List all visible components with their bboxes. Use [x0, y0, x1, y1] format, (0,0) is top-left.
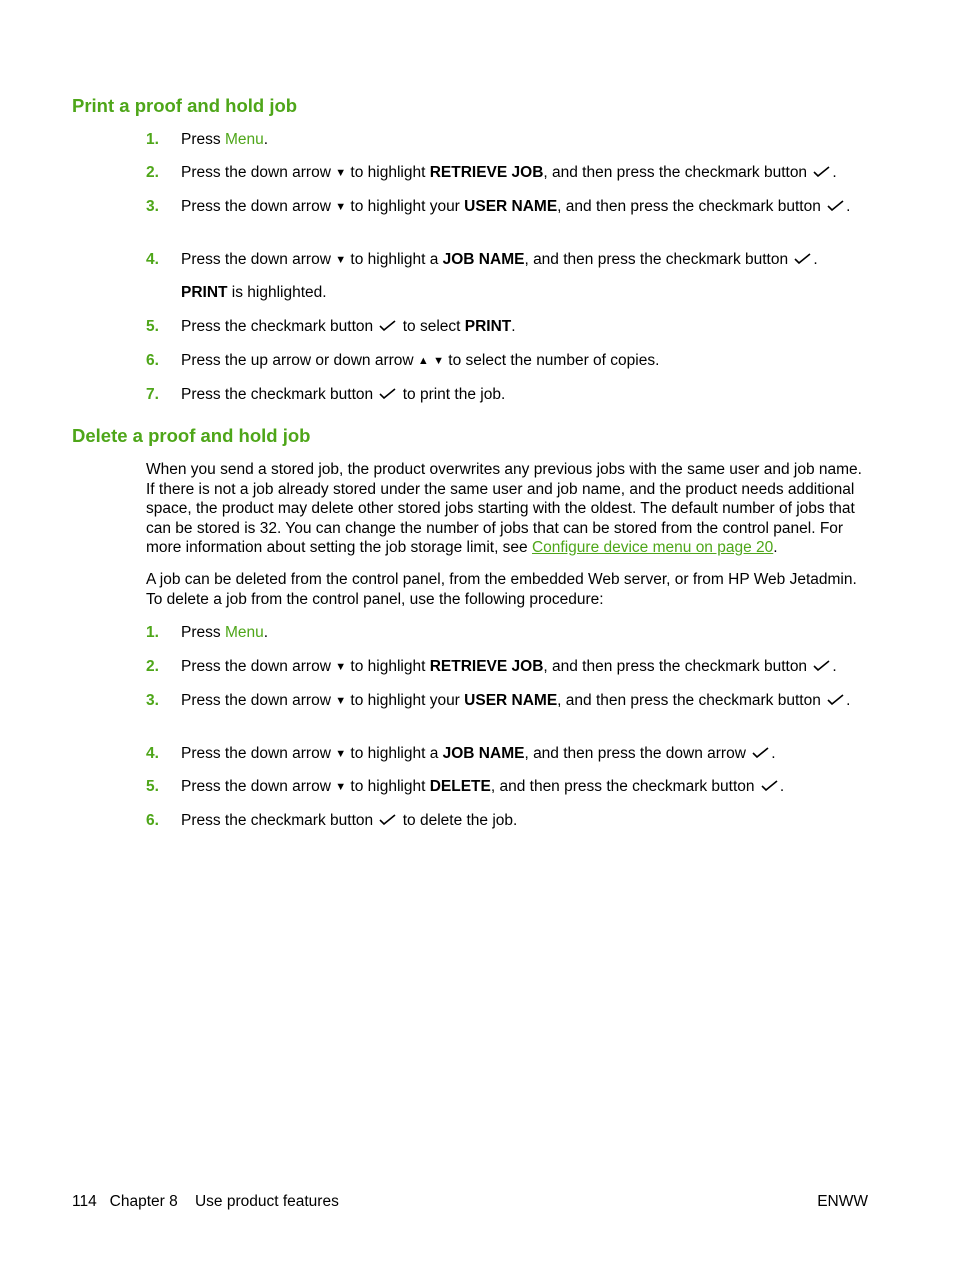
checkmark-icon — [379, 388, 396, 399]
down-arrow-icon: ▼ — [335, 695, 347, 707]
checkmark-icon — [827, 200, 844, 211]
footer-left — [72, 1193, 339, 1211]
list-item: 4. Press the down arrow ▼ to highlight a JOB NAME, and then press the down arrow . — [146, 744, 868, 766]
list-item: 6. Press the checkmark button to delete the job. — [146, 812, 518, 829]
checkmark-icon — [827, 694, 844, 705]
up-arrow-icon: ▲ — [417, 355, 429, 367]
checkmark-icon — [379, 814, 396, 825]
down-arrow-icon: ▼ — [335, 781, 347, 793]
checkmark-icon — [813, 660, 830, 671]
list-item: 2. Press the down arrow ▼ to highlight RETRIEVE JOB, and then press the checkmark button . — [146, 657, 868, 679]
down-arrow-icon: ▼ — [335, 254, 347, 266]
list-item: 1. Press Menu. — [146, 131, 269, 148]
menu-button-label: Menu — [224, 624, 264, 641]
list-item: 1. Press Menu. — [146, 624, 269, 641]
footer-right: ENWW — [817, 1193, 868, 1210]
heading-print-proof-hold: Print a proof and hold job — [72, 95, 298, 116]
list-item: 5. Press the checkmark button to select PRINT. — [146, 318, 516, 335]
step-note: PRINT is highlighted. — [181, 284, 327, 301]
list-item: 6. Press the up arrow or down arrow ▲ ▼ to select the number of copies. — [146, 351, 868, 373]
list-item: 4. Press the down arrow ▼ to highlight a JOB NAME, and then press the checkmark button . — [146, 250, 868, 272]
down-arrow-icon: ▼ — [335, 661, 347, 673]
paragraph-delete-procedure: A job can be deleted from the control panel, from the embedded Web server, or from HP Web Jetadmin. To delete a job from the control panel, use the following procedure: — [146, 571, 857, 608]
checkmark-icon — [379, 320, 396, 331]
footer-section: Use product features — [194, 1193, 339, 1210]
paragraph-stored-job: When you send a stored job, the product overwrites any previous jobs with the same user and job name. If there is not a job already stored under the same user and job name, and the product needs additional space, the product may delete other stored jobs starting with the oldest. The default number of jobs that can be stored is 32. You can change the number of jobs that can be stored from the control panel. For more information about setting the job storage limit, see Configure device menu on page 20. — [146, 461, 862, 556]
down-arrow-icon: ▼ — [335, 201, 347, 213]
list-item: 7. Press the checkmark button to print the job. — [146, 386, 506, 403]
page-number: 114 — [72, 1193, 97, 1210]
heading-delete-proof-hold: Delete a proof and hold job — [72, 425, 311, 446]
down-arrow-icon: ▼ — [335, 748, 347, 760]
link-configure-device-menu[interactable]: Configure device menu on page 20 — [531, 539, 774, 556]
checkmark-icon — [794, 253, 811, 264]
list-item: 3. Press the down arrow ▼ to highlight your USER NAME, and then press the checkmark button . — [146, 691, 868, 713]
footer-chapter: Chapter 8 — [109, 1193, 178, 1210]
menu-button-label: Menu — [224, 131, 264, 148]
list-item: 3. Press the down arrow ▼ to highlight your USER NAME, and then press the checkmark button . — [146, 197, 868, 219]
checkmark-icon — [752, 747, 769, 758]
checkmark-icon — [761, 780, 778, 791]
list-item: 5. Press the down arrow ▼ to highlight DELETE, and then press the checkmark button . — [146, 777, 868, 799]
checkmark-icon — [813, 166, 830, 177]
down-arrow-icon: ▼ — [335, 167, 347, 179]
down-arrow-icon: ▼ — [433, 355, 444, 367]
list-item: 2. Press the down arrow ▼ to highlight RETRIEVE JOB, and then press the checkmark button . — [146, 163, 868, 185]
